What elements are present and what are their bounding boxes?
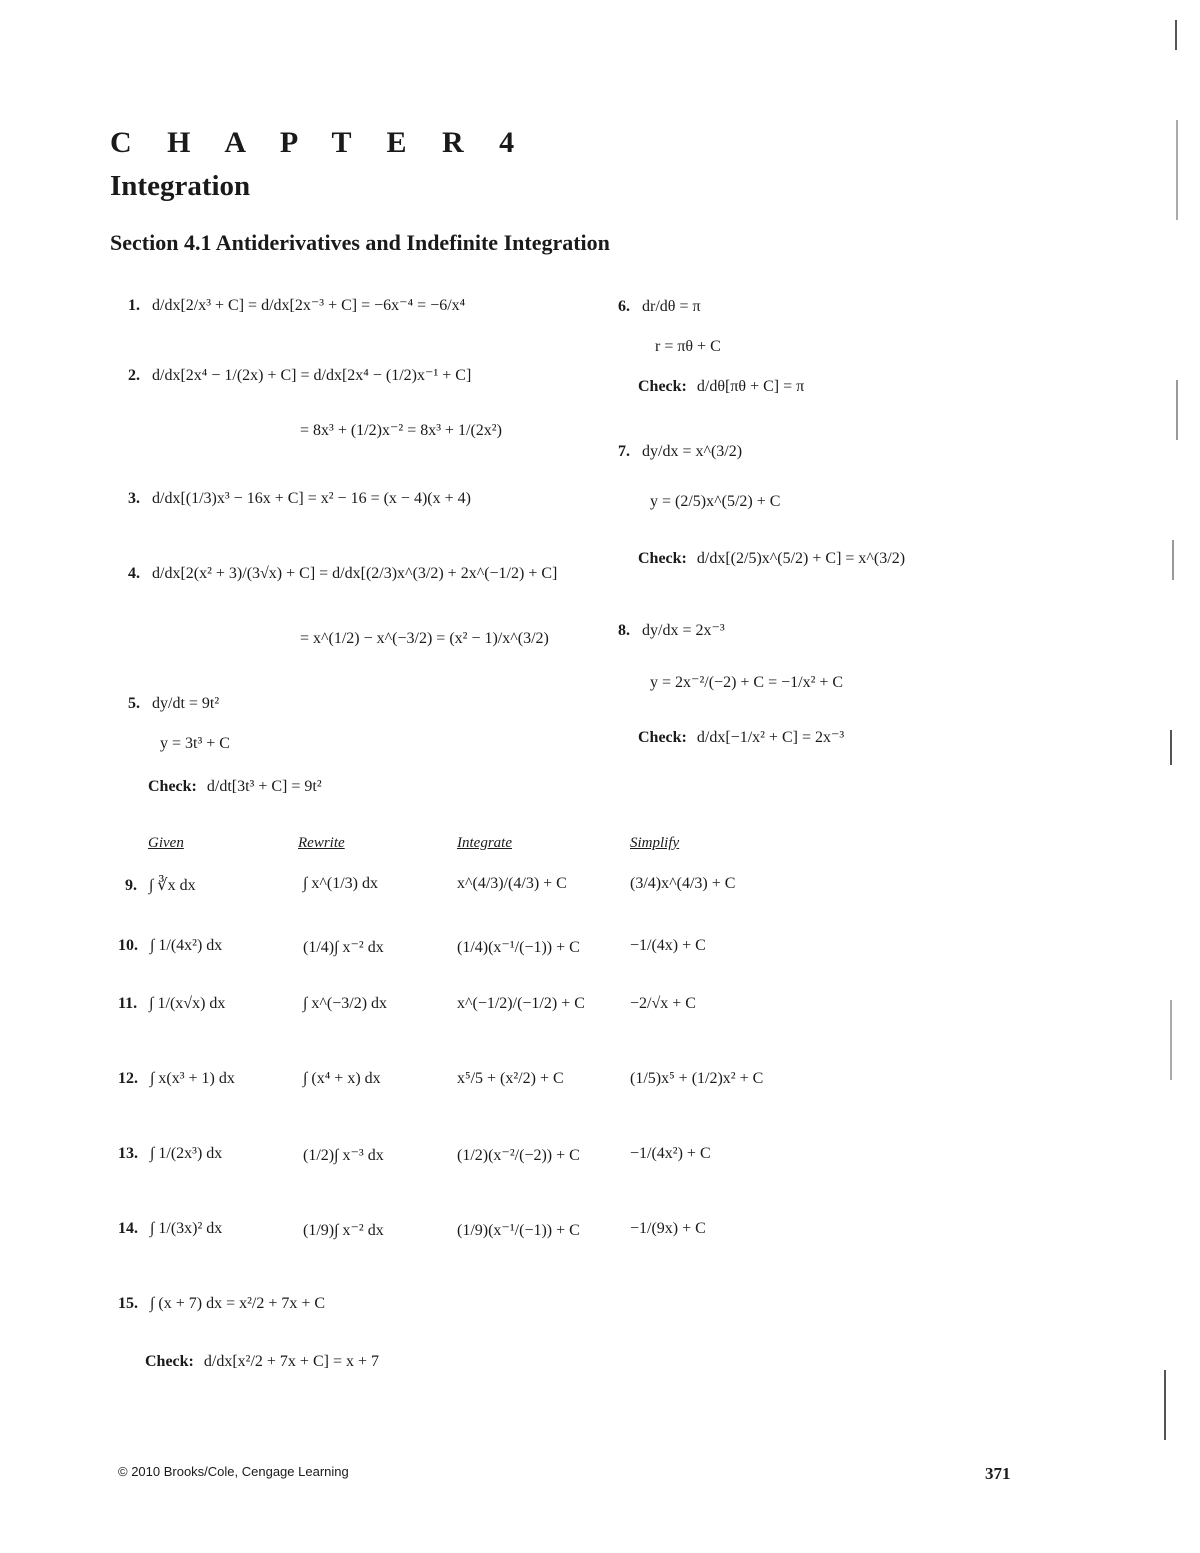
cell-given: ∫ 1/(x√x) dx [149, 995, 226, 1012]
cell-simplify: −1/(9x) + C [630, 1220, 706, 1237]
column-header-given: Given [148, 835, 184, 851]
cell-integrate: x^(−1/2)/(−1/2) + C [457, 995, 585, 1012]
cell-integrate: (1/4)(x⁻¹/(−1)) + C [457, 939, 580, 956]
check-line: d/dx[(2/5)x^(5/2) + C] = x^(3/2) [696, 550, 906, 567]
problem-6-line-2: r = πθ + C [655, 338, 721, 355]
problem-3 [128, 490, 471, 508]
problem-7-check [638, 550, 905, 568]
problem-number: 1. [128, 297, 140, 314]
problem-line: d/dx[2x⁴ − 1/(2x) + C] = d/dx[2x⁴ − (1/2)x⁻¹ + C] [152, 367, 472, 384]
problem-4-line-2: = x^(1/2) − x^(−3/2) = (x² − 1)/x^(3/2) [300, 630, 549, 647]
table-row-12 [118, 1070, 235, 1088]
row-number: 10. [118, 937, 138, 954]
problem-line: dy/dx = x^(3/2) [642, 443, 743, 460]
chapter-title: Integration [110, 170, 251, 202]
scan-edge-mark [1172, 540, 1174, 580]
problem-line: ∫ (x + 7) dx = x²/2 + 7x + C [150, 1295, 326, 1312]
cell-integrate: x⁵/5 + (x²/2) + C [457, 1070, 564, 1087]
check-line: d/dx[−1/x² + C] = 2x⁻³ [696, 729, 845, 746]
cell-simplify: (1/5)x⁵ + (1/2)x² + C [630, 1070, 764, 1087]
problem-line: dy/dx = 2x⁻³ [642, 622, 725, 639]
problem-8 [618, 620, 725, 640]
table-row-13 [118, 1145, 222, 1163]
cell-rewrite: ∫ (x⁴ + x) dx [303, 1070, 381, 1087]
scan-edge-mark [1176, 120, 1178, 220]
column-header-rewrite: Rewrite [298, 835, 345, 851]
cell-simplify: −1/(4x²) + C [630, 1145, 711, 1162]
problem-8-check [638, 727, 844, 747]
problem-line: d/dx[(1/3)x³ − 16x + C] = x² − 16 = (x − 4)(x + 4) [152, 490, 471, 507]
scan-edge-mark [1164, 1370, 1166, 1440]
section-title: Section 4.1 Antiderivatives and Indefinite Integration [110, 230, 610, 255]
cell-simplify: −1/(4x) + C [630, 937, 706, 954]
row-number: 12. [118, 1070, 138, 1087]
problem-number: 8. [618, 622, 630, 639]
check-label: Check: [148, 778, 197, 795]
scan-edge-mark [1170, 1000, 1172, 1080]
problem-7-line-2: y = (2/5)x^(5/2) + C [650, 493, 781, 510]
check-line: d/dt[3t³ + C] = 9t² [206, 778, 322, 795]
problem-number: 3. [128, 490, 140, 507]
problem-1 [128, 295, 465, 315]
check-line: d/dθ[πθ + C] = π [696, 378, 805, 395]
cell-rewrite: (1/9)∫ x⁻² dx [303, 1222, 384, 1239]
table-row-11 [118, 995, 225, 1013]
cell-given: ∫ ∛x dx [149, 877, 196, 894]
cell-integrate: x^(4/3)/(4/3) + C [457, 875, 567, 892]
scan-edge-mark [1170, 730, 1172, 765]
cell-integrate: (1/2)(x⁻²/(−2)) + C [457, 1147, 580, 1164]
check-label: Check: [638, 550, 687, 567]
problem-5-line-2: y = 3t³ + C [160, 735, 230, 752]
problem-line: dy/dt = 9t² [152, 695, 220, 712]
problem-line: dr/dθ = π [642, 298, 701, 315]
problem-2 [128, 365, 471, 385]
cell-rewrite: ∫ x^(−3/2) dx [303, 995, 388, 1012]
problem-number: 2. [128, 367, 140, 384]
cell-rewrite: ∫ x^(1/3) dx [303, 875, 378, 892]
problem-number: 6. [618, 298, 630, 315]
table-row-14 [118, 1220, 222, 1238]
problem-number: 15. [118, 1295, 138, 1312]
problem-7 [618, 443, 742, 461]
problem-line: d/dx[2/x³ + C] = d/dx[2x⁻³ + C] = −6x⁻⁴ = −6/x⁴ [152, 297, 466, 314]
problem-6-check [638, 378, 804, 396]
check-label: Check: [638, 378, 687, 395]
problem-line: d/dx[2(x² + 3)/(3√x) + C] = d/dx[(2/3)x^(3/2) + 2x^(−1/2) + C] [152, 565, 558, 582]
check-label: Check: [145, 1353, 194, 1370]
problem-15 [118, 1295, 325, 1313]
cell-given: ∫ 1/(3x)² dx [150, 1220, 223, 1237]
problem-5-check [148, 778, 322, 796]
cell-given: ∫ 1/(4x²) dx [150, 937, 223, 954]
problem-15-check [145, 1353, 379, 1371]
scan-edge-mark [1175, 20, 1177, 50]
cell-rewrite: (1/2)∫ x⁻³ dx [303, 1147, 384, 1164]
cell-simplify: (3/4)x^(4/3) + C [630, 875, 736, 892]
table-row-9 [125, 875, 196, 895]
problem-4 [128, 565, 557, 583]
cell-simplify: −2/√x + C [630, 995, 696, 1012]
table-row-10 [118, 937, 222, 955]
cell-rewrite: (1/4)∫ x⁻² dx [303, 939, 384, 956]
cell-given: ∫ x(x³ + 1) dx [150, 1070, 235, 1087]
column-header-integrate: Integrate [457, 835, 512, 851]
problem-2-line-2: = 8x³ + (1/2)x⁻² = 8x³ + 1/(2x²) [300, 422, 502, 439]
problem-8-line-2: y = 2x⁻²/(−2) + C = −1/x² + C [650, 674, 844, 691]
problem-number: 5. [128, 695, 140, 712]
chapter-label: C H A P T E R 4 [110, 126, 529, 159]
column-header-simplify: Simplify [630, 835, 680, 851]
problem-number: 7. [618, 443, 630, 460]
cell-integrate: (1/9)(x⁻¹/(−1)) + C [457, 1222, 580, 1239]
row-number: 14. [118, 1220, 138, 1237]
row-number: 11. [118, 995, 138, 1012]
problem-number: 4. [128, 565, 140, 582]
check-label: Check: [638, 729, 687, 746]
cell-given: ∫ 1/(2x³) dx [150, 1145, 223, 1162]
scan-edge-mark [1176, 380, 1178, 440]
row-number: 13. [118, 1145, 138, 1162]
row-number: 9. [125, 877, 137, 894]
problem-5 [128, 695, 219, 713]
check-line: d/dx[x²/2 + 7x + C] = x + 7 [203, 1353, 379, 1370]
page-number: 371 [985, 1464, 1011, 1483]
copyright-footer: © 2010 Brooks/Cole, Cengage Learning [118, 1464, 349, 1479]
problem-6 [618, 298, 701, 316]
